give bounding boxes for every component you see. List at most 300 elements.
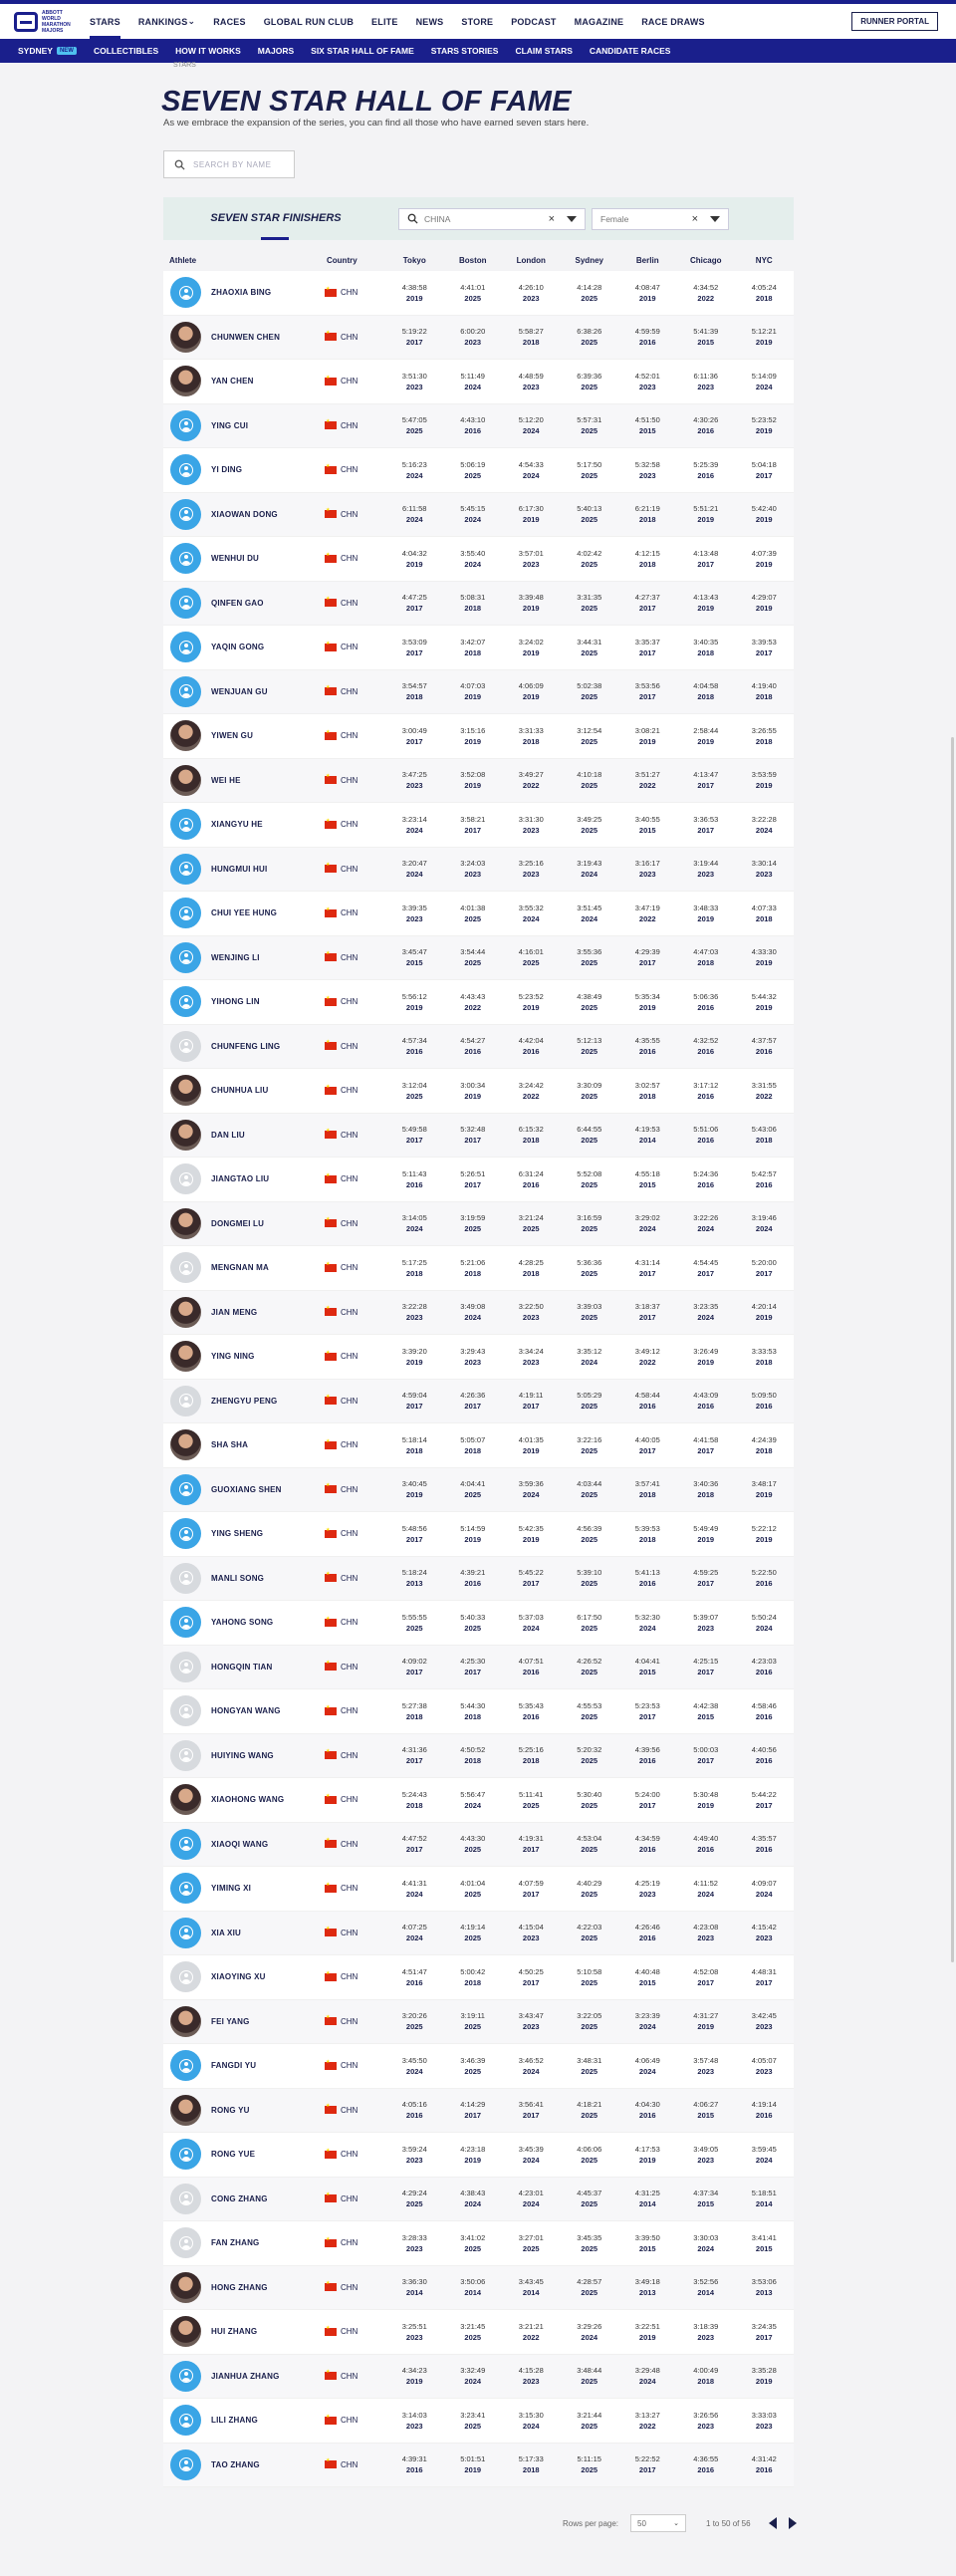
avatar[interactable] bbox=[170, 1386, 201, 1417]
column-header: NYC bbox=[755, 255, 773, 265]
country-code: CHN bbox=[341, 1174, 358, 1184]
finish-year: 2023 bbox=[697, 1623, 715, 1633]
nav-item-elite[interactable]: ELITE bbox=[371, 16, 398, 27]
avatar[interactable] bbox=[170, 854, 201, 885]
gender-filter[interactable] bbox=[592, 208, 729, 230]
avatar[interactable] bbox=[170, 1120, 201, 1151]
table-row[interactable] bbox=[163, 360, 794, 404]
finish-time: 3:42:07 bbox=[460, 637, 486, 646]
country-cell bbox=[325, 2106, 385, 2115]
marathon-result bbox=[677, 592, 736, 614]
marathon-result bbox=[444, 991, 503, 1013]
finish-time: 5:23:52 bbox=[518, 991, 544, 1001]
avatar[interactable] bbox=[170, 809, 201, 840]
table-row[interactable] bbox=[163, 1778, 794, 1823]
nav-item-news[interactable]: NEWS bbox=[415, 16, 444, 27]
marathon-result bbox=[561, 2365, 619, 2387]
athlete-name[interactable]: JIAN MENG bbox=[211, 1307, 258, 1317]
marathon-result bbox=[385, 2276, 444, 2298]
china-flag-icon bbox=[325, 1042, 337, 1050]
country-code: CHN bbox=[341, 1440, 358, 1450]
finish-year: 2017 bbox=[697, 1977, 715, 1987]
marathon-result bbox=[618, 2321, 677, 2343]
chevron-down-icon[interactable] bbox=[710, 216, 720, 222]
athlete-name[interactable]: YAN CHEN bbox=[211, 377, 254, 386]
marathon-result bbox=[618, 1922, 677, 1943]
table-row[interactable] bbox=[163, 1912, 794, 1956]
table-row[interactable] bbox=[163, 1646, 794, 1690]
athlete-name[interactable]: XIAOHONG WANG bbox=[211, 1795, 285, 1805]
country-cell bbox=[325, 2150, 385, 2159]
sub-navigation bbox=[0, 39, 956, 63]
table-row[interactable] bbox=[163, 2355, 794, 2400]
finish-year: 2024 bbox=[464, 1313, 482, 1323]
table-row[interactable] bbox=[163, 1114, 794, 1159]
table-row[interactable] bbox=[163, 892, 794, 936]
finish-year: 2017 bbox=[697, 825, 715, 835]
finish-time: 5:20:00 bbox=[751, 1257, 777, 1267]
name-search[interactable] bbox=[163, 150, 295, 178]
marathon-result bbox=[385, 2099, 444, 2121]
athlete-name[interactable]: RONG YU bbox=[211, 2105, 250, 2115]
finish-year: 2025 bbox=[581, 559, 598, 569]
avatar[interactable] bbox=[170, 986, 201, 1017]
avatar[interactable] bbox=[170, 588, 201, 619]
finish-year: 2025 bbox=[581, 2377, 598, 2387]
athlete-name[interactable]: MENGNAN MA bbox=[211, 1263, 269, 1273]
athlete-name[interactable]: YIWEN GU bbox=[211, 731, 254, 741]
avatar[interactable] bbox=[170, 2050, 201, 2081]
table-row[interactable] bbox=[163, 803, 794, 848]
marathon-result bbox=[561, 1878, 619, 1900]
avatar[interactable] bbox=[170, 2184, 201, 2214]
avatar[interactable] bbox=[170, 632, 201, 662]
clear-icon[interactable]: × bbox=[691, 212, 698, 225]
table-row[interactable] bbox=[163, 1158, 794, 1202]
finish-time: 5:43:06 bbox=[751, 1125, 777, 1135]
nav-item-stars[interactable]: STARS bbox=[90, 4, 120, 39]
rows-per-page-select[interactable] bbox=[630, 2514, 686, 2532]
athlete-name[interactable]: QINFEN GAO bbox=[211, 598, 264, 608]
finish-year: 2025 bbox=[464, 2066, 482, 2076]
avatar[interactable] bbox=[170, 1918, 201, 1948]
table-row[interactable] bbox=[163, 1246, 794, 1291]
avatar[interactable] bbox=[170, 942, 201, 973]
athlete-name[interactable]: CHUNFENG LING bbox=[211, 1041, 281, 1051]
finish-year: 2019 bbox=[638, 293, 656, 303]
marathon-result bbox=[677, 1567, 736, 1589]
table-row[interactable] bbox=[163, 1823, 794, 1868]
avatar[interactable] bbox=[170, 499, 201, 530]
finish-time: 3:39:53 bbox=[751, 637, 777, 646]
table-row[interactable] bbox=[163, 1025, 794, 1070]
avatar[interactable] bbox=[170, 543, 201, 574]
avatar[interactable] bbox=[170, 1652, 201, 1682]
athlete-name[interactable]: CHUI YEE HUNG bbox=[211, 908, 278, 918]
avatar[interactable] bbox=[170, 1297, 201, 1328]
marathon-result bbox=[561, 1080, 619, 1102]
table-row[interactable] bbox=[163, 493, 794, 538]
athlete-cell bbox=[163, 277, 325, 308]
athlete-name[interactable]: XIA XIU bbox=[211, 1928, 241, 1937]
table-row[interactable] bbox=[163, 1512, 794, 1557]
athlete-name[interactable]: YIMING XI bbox=[211, 1884, 252, 1894]
finish-time: 4:07:03 bbox=[460, 681, 486, 691]
main-menu bbox=[90, 4, 705, 39]
table-row[interactable] bbox=[163, 670, 794, 715]
avatar[interactable] bbox=[170, 2139, 201, 2170]
athlete-name[interactable]: YING NING bbox=[211, 1352, 255, 1362]
avatar[interactable] bbox=[170, 1695, 201, 1726]
marathon-result bbox=[561, 1833, 619, 1855]
table-row[interactable] bbox=[163, 936, 794, 981]
table-row[interactable] bbox=[163, 1468, 794, 1513]
athlete-name[interactable]: HUNGMUI HUI bbox=[211, 864, 268, 874]
avatar[interactable] bbox=[170, 1518, 201, 1549]
athlete-cell bbox=[163, 1075, 325, 1106]
avatar[interactable] bbox=[170, 2405, 201, 2436]
table-row[interactable] bbox=[163, 271, 794, 316]
finish-year: 2025 bbox=[464, 2421, 482, 2431]
marathon-result bbox=[444, 2055, 503, 2077]
athlete-name[interactable]: XIAOYING XU bbox=[211, 1972, 266, 1982]
finish-year: 2017 bbox=[522, 1845, 540, 1855]
athlete-name[interactable]: YAQIN GONG bbox=[211, 643, 265, 652]
subnav-item-six-star-hall-of-fame[interactable] bbox=[311, 46, 414, 56]
table-row[interactable] bbox=[163, 2221, 794, 2266]
athlete-cell bbox=[163, 1120, 325, 1151]
table-row[interactable] bbox=[163, 404, 794, 449]
avatar[interactable] bbox=[170, 898, 201, 928]
avatar[interactable] bbox=[170, 1031, 201, 1062]
subnav-item-collectibles[interactable] bbox=[94, 46, 158, 56]
country-cell bbox=[325, 643, 385, 651]
finish-year: 2019 bbox=[755, 515, 773, 525]
table-row[interactable] bbox=[163, 1955, 794, 2000]
person-icon bbox=[179, 862, 193, 876]
country-code: CHN bbox=[341, 686, 358, 696]
filter-title-tab[interactable]: SEVEN STAR FINISHERS bbox=[163, 197, 388, 240]
next-page-icon[interactable] bbox=[789, 2517, 797, 2529]
avatar[interactable] bbox=[170, 2361, 201, 2392]
athlete-name[interactable]: ZHENGYU PENG bbox=[211, 1396, 278, 1406]
marathon-result bbox=[618, 1168, 677, 1190]
finish-time: 3:14:03 bbox=[401, 2410, 427, 2420]
finish-time: 4:02:42 bbox=[577, 548, 602, 558]
finish-year: 2018 bbox=[638, 1091, 656, 1101]
marathon-result bbox=[735, 1922, 794, 1943]
table-row[interactable] bbox=[163, 2000, 794, 2045]
athlete-name[interactable]: HONGQIN TIAN bbox=[211, 1662, 273, 1672]
table-row[interactable] bbox=[163, 2310, 794, 2355]
finish-time: 5:20:32 bbox=[577, 1745, 602, 1755]
avatar[interactable] bbox=[170, 1163, 201, 1194]
athlete-name[interactable]: LILI ZHANG bbox=[211, 2416, 258, 2426]
athlete-name[interactable]: DONGMEI LU bbox=[211, 1218, 265, 1228]
athlete-name[interactable]: WEI HE bbox=[211, 775, 241, 785]
avatar[interactable] bbox=[170, 1429, 201, 1460]
table-row[interactable] bbox=[163, 1202, 794, 1247]
marathon-result bbox=[502, 459, 561, 481]
marathon-result bbox=[677, 1612, 736, 1634]
athlete-name[interactable]: XIANGYU HE bbox=[211, 820, 263, 830]
finish-time: 3:55:36 bbox=[577, 947, 602, 957]
avatar[interactable] bbox=[170, 322, 201, 353]
table-row[interactable] bbox=[163, 626, 794, 670]
marathon-result bbox=[677, 2321, 736, 2343]
avatar[interactable] bbox=[170, 1563, 201, 1594]
table-row[interactable] bbox=[163, 2444, 794, 2488]
table-row[interactable] bbox=[163, 582, 794, 627]
finish-time: 4:40:05 bbox=[634, 1434, 660, 1444]
marathon-result bbox=[677, 459, 736, 481]
finish-year: 2016 bbox=[697, 1402, 715, 1412]
athlete-name[interactable]: XIAOWAN DONG bbox=[211, 509, 278, 519]
athlete-cell bbox=[163, 1652, 325, 1682]
finish-time: 5:00:03 bbox=[693, 1745, 719, 1755]
athlete-name[interactable]: WENJING LI bbox=[211, 952, 260, 962]
subnav-item-majors[interactable] bbox=[258, 46, 294, 56]
finish-year: 2014 bbox=[405, 2288, 423, 2298]
table-row[interactable] bbox=[163, 1601, 794, 1646]
athlete-name[interactable]: TAO ZHANG bbox=[211, 2459, 260, 2469]
nav-item-races[interactable]: RACES bbox=[213, 16, 246, 27]
finish-time: 4:52:08 bbox=[693, 1966, 719, 1976]
finish-time: 5:08:31 bbox=[460, 593, 486, 603]
avatar[interactable] bbox=[170, 1829, 201, 1860]
avatar[interactable] bbox=[170, 1474, 201, 1505]
finish-year: 2025 bbox=[581, 1756, 598, 1766]
athlete-name[interactable]: SHA SHA bbox=[211, 1440, 249, 1450]
finish-time: 3:23:41 bbox=[460, 2410, 486, 2420]
avatar[interactable] bbox=[170, 1607, 201, 1638]
finish-year: 2017 bbox=[697, 1579, 715, 1589]
athlete-name[interactable]: WENJUAN GU bbox=[211, 686, 268, 696]
person-icon bbox=[179, 1261, 193, 1275]
finish-time: 5:52:08 bbox=[577, 1168, 602, 1178]
finish-time: 4:45:37 bbox=[577, 2189, 602, 2198]
nav-item-magazine[interactable]: MAGAZINE bbox=[574, 16, 624, 27]
table-row[interactable] bbox=[163, 537, 794, 582]
finish-year: 2023 bbox=[638, 1889, 656, 1899]
table-row[interactable] bbox=[163, 714, 794, 759]
subnav-item-claim-stars[interactable] bbox=[515, 46, 572, 56]
person-icon bbox=[179, 906, 193, 920]
athlete-name[interactable]: GUOXIANG SHEN bbox=[211, 1484, 282, 1494]
athlete-cell bbox=[163, 2227, 325, 2258]
avatar[interactable] bbox=[170, 410, 201, 441]
table-row[interactable] bbox=[163, 1689, 794, 1734]
finish-year: 2023 bbox=[755, 1933, 773, 1943]
country-code: CHN bbox=[341, 1972, 358, 1982]
scrollbar[interactable] bbox=[951, 737, 954, 1962]
finish-year: 2017 bbox=[697, 1756, 715, 1766]
table-row[interactable] bbox=[163, 2133, 794, 2178]
athlete-name[interactable]: FEI YANG bbox=[211, 2016, 250, 2026]
china-flag-icon bbox=[325, 599, 337, 607]
avatar[interactable] bbox=[170, 1740, 201, 1771]
avatar[interactable] bbox=[170, 277, 201, 308]
athlete-name[interactable]: JIANGTAO LIU bbox=[211, 1174, 270, 1184]
table-row[interactable] bbox=[163, 2266, 794, 2311]
avatar[interactable] bbox=[170, 366, 201, 396]
nav-item-store[interactable]: STORE bbox=[461, 16, 494, 27]
athlete-name[interactable]: DAN LIU bbox=[211, 1130, 245, 1140]
search-input[interactable] bbox=[193, 160, 288, 169]
avatar[interactable] bbox=[170, 454, 201, 485]
marathon-result bbox=[677, 725, 736, 747]
marathon-result bbox=[677, 2365, 736, 2387]
table-row[interactable] bbox=[163, 1335, 794, 1380]
runner-portal-button[interactable]: RUNNER PORTAL bbox=[851, 12, 938, 31]
finish-year: 2023 bbox=[522, 1357, 540, 1367]
avatar[interactable] bbox=[170, 720, 201, 751]
athlete-name[interactable]: YING SHENG bbox=[211, 1529, 264, 1539]
finish-year: 2017 bbox=[638, 1445, 656, 1455]
finish-time: 4:38:58 bbox=[401, 282, 427, 292]
china-flag-icon bbox=[325, 1308, 337, 1316]
athlete-name[interactable]: RONG YUE bbox=[211, 2150, 256, 2160]
marathon-result bbox=[618, 1035, 677, 1057]
finish-time: 3:22:50 bbox=[518, 1302, 544, 1312]
marathon-result bbox=[618, 1346, 677, 1368]
avatar[interactable] bbox=[170, 1961, 201, 1992]
subnav-item-sydney[interactable] bbox=[18, 46, 77, 56]
athlete-cell bbox=[163, 366, 325, 396]
person-icon bbox=[179, 1172, 193, 1186]
marathon-result bbox=[385, 769, 444, 791]
table-row[interactable] bbox=[163, 2089, 794, 2134]
athlete-name[interactable]: YAHONG SONG bbox=[211, 1618, 274, 1628]
finish-time: 4:34:52 bbox=[693, 282, 719, 292]
nav-item-podcast[interactable]: PODCAST bbox=[511, 16, 557, 27]
marathon-result bbox=[444, 902, 503, 924]
athlete-name[interactable]: FAN ZHANG bbox=[211, 2238, 260, 2248]
nav-item-rankings[interactable]: RANKINGS ⌄ bbox=[137, 16, 196, 27]
table-row[interactable] bbox=[163, 1069, 794, 1114]
previous-page-icon[interactable] bbox=[769, 2517, 777, 2529]
finish-time: 5:55:55 bbox=[401, 1612, 427, 1622]
avatar[interactable] bbox=[170, 1784, 201, 1815]
avatar[interactable] bbox=[170, 2227, 201, 2258]
nav-item-race-draws[interactable]: RACE DRAWS bbox=[641, 16, 705, 27]
athlete-name[interactable]: WENHUI DU bbox=[211, 554, 260, 564]
table-row[interactable] bbox=[163, 448, 794, 493]
finish-year: 2016 bbox=[697, 1845, 715, 1855]
marathon-result bbox=[502, 2365, 561, 2387]
table-row[interactable] bbox=[163, 2399, 794, 2444]
marathon-result bbox=[561, 548, 619, 570]
finish-time: 5:10:58 bbox=[577, 1966, 602, 1976]
subnav-item-candidate-races[interactable] bbox=[590, 46, 671, 56]
avatar[interactable] bbox=[170, 1208, 201, 1239]
athlete-name[interactable]: YIHONG LIN bbox=[211, 997, 260, 1007]
finish-year: 2023 bbox=[755, 2421, 773, 2431]
finish-year: 2017 bbox=[405, 1402, 423, 1412]
athlete-cell bbox=[163, 1518, 325, 1549]
table-row[interactable] bbox=[163, 1734, 794, 1779]
table-row[interactable] bbox=[163, 1557, 794, 1602]
finish-year: 2024 bbox=[638, 2377, 656, 2387]
country-cell bbox=[325, 865, 385, 874]
logo[interactable] bbox=[14, 10, 78, 34]
nav-item-global-run-club[interactable]: GLOBAL RUN CLUB bbox=[263, 16, 355, 27]
breadcrumb[interactable]: STARS bbox=[173, 62, 196, 69]
athlete-name[interactable]: FANGDI YU bbox=[211, 2061, 257, 2071]
finish-year: 2018 bbox=[697, 647, 715, 657]
marathon-result bbox=[502, 2099, 561, 2121]
athlete-name[interactable]: XIAOQI WANG bbox=[211, 1839, 269, 1849]
marathon-result bbox=[735, 2055, 794, 2077]
avatar[interactable] bbox=[170, 2006, 201, 2037]
athlete-name[interactable]: YI DING bbox=[211, 465, 243, 475]
avatar[interactable] bbox=[170, 676, 201, 707]
table-row[interactable] bbox=[163, 2044, 794, 2089]
table-row[interactable] bbox=[163, 848, 794, 893]
athlete-name[interactable]: CHUNWEN CHEN bbox=[211, 332, 281, 342]
finish-time: 5:45:15 bbox=[460, 504, 486, 514]
marathon-result bbox=[444, 680, 503, 702]
avatar[interactable] bbox=[170, 2449, 201, 2480]
athlete-name[interactable]: JIANHUA ZHANG bbox=[211, 2371, 280, 2381]
chevron-down-icon[interactable] bbox=[567, 216, 577, 222]
avatar[interactable] bbox=[170, 2316, 201, 2347]
table-row[interactable] bbox=[163, 759, 794, 804]
subnav-item-how-it-works[interactable] bbox=[175, 46, 241, 56]
avatar[interactable] bbox=[170, 2272, 201, 2303]
athlete-name[interactable]: ZHAOXIA BING bbox=[211, 288, 272, 298]
country-code: CHN bbox=[341, 1396, 358, 1406]
table-row[interactable] bbox=[163, 1867, 794, 1912]
finish-year: 2023 bbox=[522, 2377, 540, 2387]
avatar[interactable] bbox=[170, 1075, 201, 1106]
country-code: CHN bbox=[341, 1529, 358, 1539]
avatar[interactable] bbox=[170, 1341, 201, 1372]
clear-icon[interactable]: × bbox=[548, 212, 555, 225]
finish-time: 5:06:19 bbox=[460, 459, 486, 469]
subnav-item-stars-stories[interactable] bbox=[431, 46, 499, 56]
table-row[interactable] bbox=[163, 2178, 794, 2222]
athlete-name[interactable]: HUIYING WANG bbox=[211, 1750, 274, 1760]
table-row[interactable] bbox=[163, 1380, 794, 1424]
finish-year: 2019 bbox=[697, 736, 715, 746]
athlete-name[interactable]: HUI ZHANG bbox=[211, 2327, 258, 2337]
athlete-name[interactable]: HONG ZHANG bbox=[211, 2282, 268, 2292]
athlete-cell bbox=[163, 1784, 325, 1815]
avatar[interactable] bbox=[170, 2095, 201, 2126]
table-row[interactable] bbox=[163, 316, 794, 361]
table-row[interactable] bbox=[163, 1423, 794, 1468]
finish-year: 2019 bbox=[522, 604, 540, 614]
avatar[interactable] bbox=[170, 1252, 201, 1283]
marathon-result bbox=[385, 414, 444, 436]
athlete-name[interactable]: MANLI SONG bbox=[211, 1573, 265, 1583]
country-filter[interactable] bbox=[398, 208, 586, 230]
athlete-name[interactable]: CONG ZHANG bbox=[211, 2193, 268, 2203]
marathon-result bbox=[677, 769, 736, 791]
table-row[interactable] bbox=[163, 980, 794, 1025]
finish-time: 3:23:35 bbox=[693, 1302, 719, 1312]
finish-time: 5:12:13 bbox=[577, 1036, 602, 1046]
athlete-name[interactable]: CHUNHUA LIU bbox=[211, 1086, 269, 1096]
athlete-name[interactable]: YING CUI bbox=[211, 420, 249, 430]
avatar[interactable] bbox=[170, 1873, 201, 1904]
athlete-name[interactable]: HONGYAN WANG bbox=[211, 1706, 281, 1716]
avatar[interactable] bbox=[170, 765, 201, 796]
finish-time: 4:22:03 bbox=[577, 1923, 602, 1932]
marathon-result bbox=[444, 1878, 503, 1900]
table-row[interactable] bbox=[163, 1291, 794, 1336]
